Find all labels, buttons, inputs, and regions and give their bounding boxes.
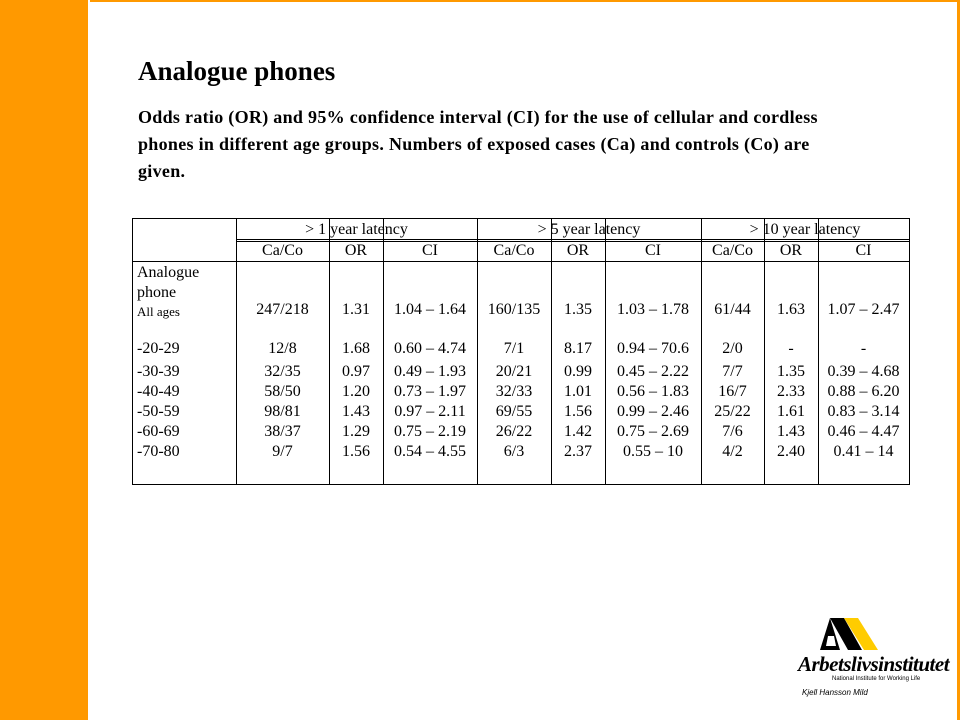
table-cell: 1.56 xyxy=(564,403,592,420)
table-cell: - xyxy=(788,340,794,357)
table-row-label: -40-49 xyxy=(137,383,180,400)
table-cell: 1.07 – 2.47 xyxy=(827,301,900,318)
table-cell: - xyxy=(860,340,867,357)
table-column-header: CI xyxy=(645,242,661,259)
table-row-header-line2: phone xyxy=(137,284,177,301)
table-cell: 0.54 – 4.55 xyxy=(394,443,466,460)
table-cell: 1.56 xyxy=(342,443,370,460)
table-column-header: Ca/Co xyxy=(493,242,535,259)
table-cell: 12/8 xyxy=(268,340,297,357)
table-cell: 69/55 xyxy=(495,403,533,420)
logo-wordmark: Arbetslivsinstitutet xyxy=(798,652,950,676)
table-cell: 1.35 xyxy=(564,301,592,318)
table-row-label: -50-59 xyxy=(137,403,180,420)
table-cell: 2/0 xyxy=(722,340,743,357)
table-cell: 0.75 – 2.19 xyxy=(394,423,466,440)
table-cell: 20/21 xyxy=(495,363,533,380)
table-cell: 98/81 xyxy=(264,403,301,420)
table-cell: 1.43 xyxy=(342,403,370,420)
table-cell: 1.04 – 1.64 xyxy=(394,301,466,318)
table-cell: 9/7 xyxy=(272,443,293,460)
table-row-label: -20-29 xyxy=(137,340,180,357)
table-cell: 8.17 xyxy=(564,340,592,357)
table-cell: 58/50 xyxy=(264,383,301,400)
table-group-header: > 1 year latency xyxy=(305,221,408,238)
table-cell: 1.43 xyxy=(777,423,805,440)
table-cell: 1.01 xyxy=(564,383,592,400)
table-cell: 4/2 xyxy=(722,443,743,460)
table-cell: 2.33 xyxy=(777,383,805,400)
table-cell: 2.37 xyxy=(564,443,592,460)
table-cell: 0.41 – 14 xyxy=(833,443,894,460)
table-cell: 1.63 xyxy=(777,301,805,318)
table-column-header: OR xyxy=(779,242,803,259)
table-row-label: All ages xyxy=(137,304,180,319)
table-cell: 1.61 xyxy=(777,403,805,420)
table-column-header: CI xyxy=(855,242,872,259)
table-cell: 1.35 xyxy=(777,363,805,380)
table-cell: 1.03 – 1.78 xyxy=(617,301,689,318)
table-cell: 16/7 xyxy=(718,383,747,400)
table-column-header: CI xyxy=(422,242,438,259)
table-cell: 0.75 – 2.69 xyxy=(617,423,689,440)
left-accent-bar xyxy=(0,0,88,720)
table-cell: 1.20 xyxy=(342,383,370,400)
table-row-header-line1: Analogue xyxy=(137,264,200,281)
table-cell: 0.97 xyxy=(342,363,370,380)
table-cell: 7/1 xyxy=(503,340,525,357)
table-cell: 26/22 xyxy=(495,423,533,440)
table-cell: 1.29 xyxy=(342,423,370,440)
table-cell: 1.68 xyxy=(342,340,370,357)
top-border-line xyxy=(90,0,960,2)
table-cell: 32/35 xyxy=(264,363,301,380)
table-cell: 247/218 xyxy=(256,301,309,318)
table-group-divider xyxy=(236,239,909,240)
left-bar-edge xyxy=(88,0,90,720)
table-row-label: -70-80 xyxy=(137,443,180,460)
logo-tagline: National Institute for Working Life xyxy=(832,676,921,682)
table-cell: 0.46 – 4.47 xyxy=(827,423,900,440)
table-cell: 0.73 – 1.97 xyxy=(394,383,466,400)
table-row-label: -30-39 xyxy=(137,363,180,380)
table-cell: 0.45 – 2.22 xyxy=(617,363,689,380)
table-row-label: -60-69 xyxy=(137,423,180,440)
table-column-header: Ca/Co xyxy=(712,242,753,259)
author-credit: Kjell Hansson Mild xyxy=(802,688,868,697)
table-cell: 38/37 xyxy=(264,423,301,440)
table-cell: 0.60 – 4.74 xyxy=(394,340,466,357)
table-cell: 160/135 xyxy=(487,301,541,318)
table-cell: 1.42 xyxy=(564,423,592,440)
table-cell: 25/22 xyxy=(714,403,751,420)
table-cell: 0.97 – 2.11 xyxy=(394,403,466,420)
table-column-header: OR xyxy=(344,242,368,259)
table-group-header: > 5 year latency xyxy=(537,221,641,238)
table-cell: 0.88 – 6.20 xyxy=(827,383,900,400)
table-cell: 0.83 – 3.14 xyxy=(827,403,900,420)
table-cell: 0.99 xyxy=(564,363,592,380)
table-group-header: > 10 year latency xyxy=(749,221,861,238)
table-cell: 0.39 – 4.68 xyxy=(827,363,900,380)
table-cell: 0.99 – 2.46 xyxy=(617,403,689,420)
table-cell: 61/44 xyxy=(714,301,751,318)
table-cell: 0.56 – 1.83 xyxy=(617,383,689,400)
table-cell: 2.40 xyxy=(777,443,805,460)
slide-title: Analogue phones xyxy=(138,56,336,86)
table-column-header: Ca/Co xyxy=(262,242,303,259)
results-table xyxy=(132,218,910,485)
table-cell: 7/7 xyxy=(722,363,743,380)
table-header-divider xyxy=(133,261,909,262)
table-cell: 1.31 xyxy=(342,301,370,318)
slide-subtitle: Odds ratio (OR) and 95% confidence interval (CI) for the use of cellular and cordless phones in different age groups. Numbers of exposed cases (Ca) and controls (Co) are given. xyxy=(138,107,818,181)
table-column-header: OR xyxy=(566,242,590,259)
table-cell: 6/3 xyxy=(503,443,525,460)
table-cell: 32/33 xyxy=(495,383,533,400)
table-cell: 0.49 – 1.93 xyxy=(394,363,466,380)
table-cell: 0.55 – 10 xyxy=(623,443,683,460)
table-cell: 7/6 xyxy=(722,423,743,440)
table-cell: 0.94 – 70.6 xyxy=(617,340,689,357)
